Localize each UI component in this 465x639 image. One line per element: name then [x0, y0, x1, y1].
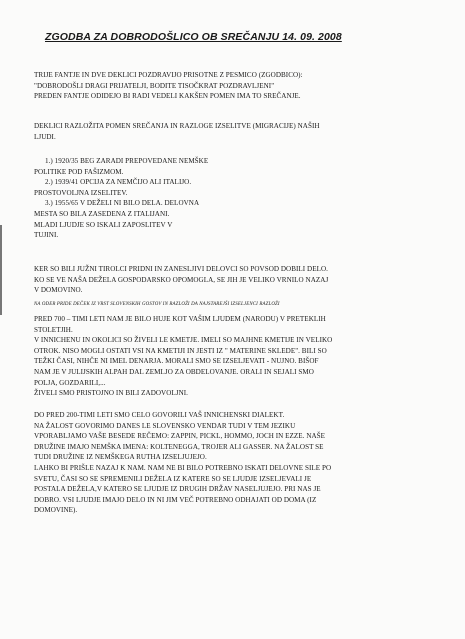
text-line: "DOBRODOŠLI DRAGI PRIJATELJI, BODITE TISOČKRAT POZDRAVLJENI": [34, 81, 275, 90]
text-line: DO PRED 200-TIMI LETI SMO CELO GOVORILI VAŠ INNICHENSKI DIALEKT.: [34, 411, 285, 419]
text-line: STOLETJIH.: [34, 325, 73, 334]
text-line: PREDEN FANTJE ODIDEJO BI RADI VEDELI KAKŠEN POMEN IMA TO SREČANJE.: [34, 92, 301, 101]
text-line: V INNICHENU IN OKOLICI SO ŽIVELI LE KMETJE. IMELI SO MAJHNE KMETIJE IN VELIKO: [34, 336, 333, 345]
stage-note: [34, 302, 444, 307]
text-line: KO SE VE NAŠA DEŽELA GOSPODARSKO OPOMOGLA, SE JIH JE VELIKO VRNILO NAZAJ: [34, 275, 329, 284]
text-line: POLITIKE POD FAŠIZMOM.: [34, 167, 124, 176]
text-line: PRED 700 – TIMI LETI NAM JE BILO HUJE KOT VAŠIM LJUDEM (NARODU) V PRETEKLIH: [34, 315, 326, 323]
page-title: ZGODBA ZA DOBRODOŠLICO OB SREČANJU 14. 09. 2008: [45, 31, 342, 43]
paragraph-intro: [34, 70, 444, 102]
paragraph-dialect: [34, 410, 444, 516]
list-item: 2.) 1939/41 OPCIJA ZA NEMČIJO ALI ITALIJO.: [45, 178, 192, 187]
text-line: VPORABLJAMO VAŠE BESEDE REČEMO: ZAPPIN, PICKL, HOMMO, JOCH IN EZZE. NAŠE: [34, 432, 326, 441]
text-line: TRIJE FANTJE IN DVE DEKLICI POZDRAVIJO PRISOTNE Z PESMICO (ZGODBICO):: [34, 71, 303, 79]
text-line: NAM JE V JULIJSKIH ALPAH DAL ZEMLJO ZA OBDELOVANJE. ORALI IN SEJALI SMO: [34, 367, 314, 376]
text-line: LJUDI.: [34, 132, 56, 141]
text-line: POSTALA DEŽELA,V KATERO SE LJUDJE IZ DRUGIH DRŽAV NASELJUJEJO. PRI NAS JE: [34, 485, 321, 494]
text-line: DEKLICI RAZLOŽITA POMEN SREČANJA IN RAZLOGE IZSELITVE (MIGRACIJE) NAŠIH: [34, 122, 320, 130]
text-line: DOBRO. VSI LJUDJE IMAJO DELO IN NI JIM VEČ POTREBNO ODHAJATI OD DOMA (IZ: [34, 495, 317, 504]
paragraph-list: [34, 156, 444, 241]
text-line: NA ŽALOST GOVORIMO DANES LE SLOVENSKO VENDAR TUDI V TEM JEZIKU: [34, 421, 296, 430]
paragraph-history: [34, 314, 444, 399]
text-line: MLADI LJUDJE SO ISKALI ZAPOSLITEV V: [34, 220, 173, 229]
paragraph-reasons: [34, 121, 444, 142]
text-line: TUDI DRUŽINE IZ NEMŠKEGA RUTHA IZSELJUJEJO.: [34, 453, 207, 462]
text-line: DRUŽINE IMAJO NEMŠKA IMENA: KOLTENEGGA, TROJER ALI GASSER. NA ŽALOST SE: [34, 442, 324, 451]
text-line: TEŽKI ČASI, NIHČE NI IMEL DENARJA. MORALI SMO SE IZSELJEVATI - NUJNO. BIŠOF: [34, 357, 319, 366]
text-line: PROSTOVOLJNA IZSELITEV.: [34, 188, 128, 197]
text-line: SVETU, ČASI SO SE SPREMENILI DEŽELA IZ KATERE SO SE LJUDJE IZSELJEVALI JE: [34, 474, 312, 483]
scan-edge-mark: [0, 225, 2, 315]
text-line: KER SO BILI JUŽNI TIROLCI PRIDNI IN ZANESLJIVI DELOVCI SO POVSOD DOBILI DELO.: [34, 265, 328, 273]
text-line: DOMOVINE).: [34, 506, 78, 515]
list-item: 1.) 1920/35 BEG ZARADI PREPOVEDANE NEMŠKE: [45, 157, 209, 165]
text-line: V DOMOVINO.: [34, 286, 83, 295]
paragraph-return: [34, 264, 444, 296]
text-line: OTROK. NISO MOGLI OSTATI VSI NA KMETIJI IN JESTI IZ " MATERINE SKLEDE". BILI SO: [34, 346, 327, 355]
text-line: ŽIVELI SMO PRISTOJNO IN BILI ZADOVOLJNI.: [34, 389, 188, 398]
list-item: 3.) 1955/65 V DEŽELI NI BILO DELA. DELOVNA: [45, 199, 200, 208]
text-line: LAHKO BI PRIŠLE NAZAJ K NAM. NAM NE BI BILO POTREBNO ISKATI DELOVNE SILE PO: [34, 463, 332, 472]
text-line: POLJA, GOZDARILI,...: [34, 378, 106, 387]
text-line: MESTA SO BILA ZASEDENA Z ITALIJANI.: [34, 209, 170, 218]
stage-direction: NA ODER PRIDE DEČEK IZ VRST SLOVENSKIH GOSTOV IN RAZLOŽI DA NAJSTAREJŠI IZSELJENCI RAZLOŽI: [34, 302, 280, 307]
text-line: TUJINI.: [34, 231, 59, 240]
